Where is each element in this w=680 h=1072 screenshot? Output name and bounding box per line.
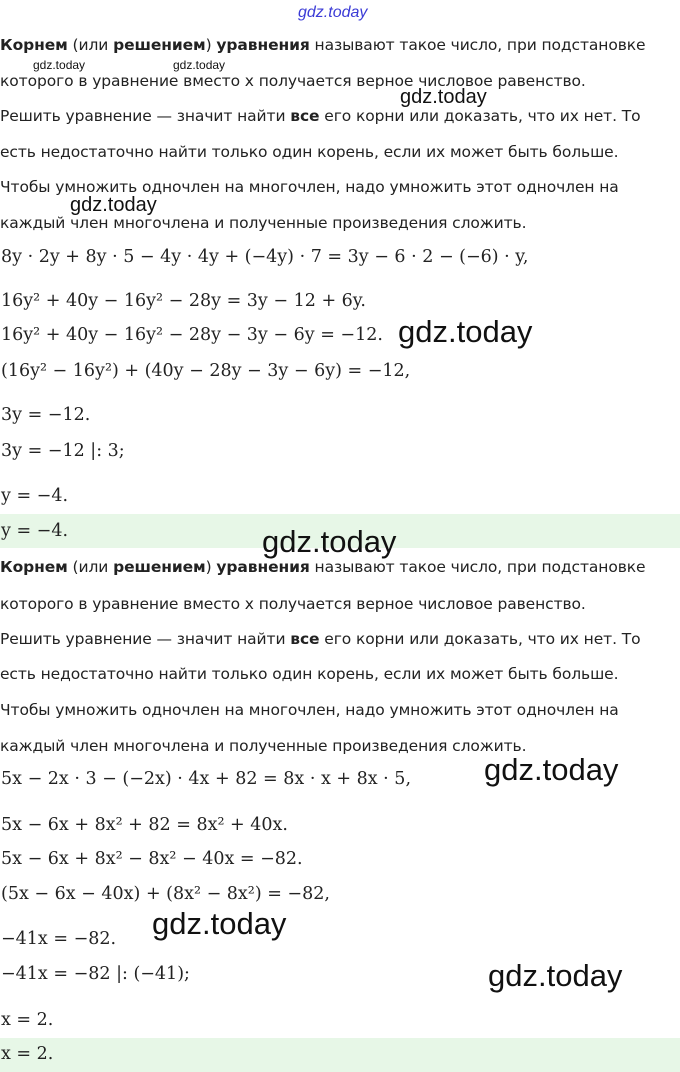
- definition-root-line1-b: [0, 558, 645, 576]
- equation-step-1: 8y · 2y + 8y · 5 − 4y · 4y + (−4y) · 7 = 3y − 6 · 2 − (−6) · y,: [1, 247, 529, 267]
- term-solution: решением: [113, 36, 206, 54]
- equation-step-6-b: −41x = −82 |: (−41);: [1, 964, 190, 984]
- answer-2: x = 2.: [1, 1044, 54, 1064]
- text-solve-pre: Решить уравнение — значит найти: [0, 107, 286, 125]
- watermark-small-2: gdz.today: [173, 58, 226, 72]
- text-solve-post-b: его корни или доказать, что их нет. То: [324, 630, 641, 648]
- text-close-paren-b: ): [205, 558, 212, 576]
- text-or-b: (или: [72, 558, 109, 576]
- solve-definition-line1-b: [0, 630, 640, 648]
- term-equation-b: уравнения: [216, 558, 310, 576]
- watermark-5: gdz.today: [398, 314, 533, 349]
- equation-step-7-b: x = 2.: [1, 1010, 54, 1030]
- watermark-4: gdz.today: [70, 194, 157, 216]
- watermark-3: gdz.today: [400, 86, 487, 108]
- multiply-rule-line2-b: каждый член многочлена и полученные произведения сложить.: [0, 737, 527, 755]
- watermark-9: gdz.today: [488, 958, 623, 993]
- text-solve-pre-b: Решить уравнение — значит найти: [0, 630, 286, 648]
- text-definition-rest: называют такое число, при подстановке: [314, 36, 646, 54]
- solve-definition-line1: [0, 107, 640, 125]
- equation-step-3-b: 5x − 6x + 8x² − 8x² − 40x = −82.: [1, 849, 303, 869]
- solve-definition-line2-b: есть недостаточно найти только один корень, если их может быть больше.: [0, 665, 619, 683]
- term-all: все: [290, 107, 320, 125]
- term-all-b: все: [290, 630, 320, 648]
- multiply-rule-line1: Чтобы умножить одночлен на многочлен, надо умножить этот одночлен на: [0, 178, 619, 196]
- equation-step-6: 3y = −12 |: 3;: [1, 441, 125, 461]
- multiply-rule-line2: каждый член многочлена и полученные произведения сложить.: [0, 214, 527, 232]
- watermark-small-1: gdz.today: [33, 58, 86, 72]
- term-solution-b: решением: [113, 558, 206, 576]
- term-equation: уравнения: [216, 36, 310, 54]
- definition-root-line2: которого в уравнение вместо x получается верное числовое равенство.: [0, 72, 586, 90]
- equation-step-5: 3y = −12.: [1, 405, 91, 425]
- equation-step-4-b: (5x − 6x − 40x) + (8x² − 8x²) = −82,: [1, 884, 330, 904]
- equation-step-5-b: −41x = −82.: [1, 929, 117, 949]
- equation-step-2: 16y² + 40y − 16y² − 28y = 3y − 12 + 6y.: [1, 291, 366, 311]
- text-close-paren: ): [205, 36, 212, 54]
- definition-root-line1: [0, 36, 645, 54]
- text-solve-post: его корни или доказать, что их нет. То: [324, 107, 641, 125]
- equation-step-4: (16y² − 16y²) + (40y − 28y − 3y − 6y) = −12,: [1, 361, 411, 381]
- solve-definition-line2: есть недостаточно найти только один корень, если их может быть больше.: [0, 143, 619, 161]
- watermark-6: gdz.today: [262, 524, 397, 559]
- term-root: Корнем: [0, 36, 68, 54]
- equation-step-2-b: 5x − 6x + 8x² + 82 = 8x² + 40x.: [1, 815, 288, 835]
- watermark-top: gdz.today: [298, 4, 368, 21]
- text-definition-rest-b: называют такое число, при подстановке: [314, 558, 646, 576]
- equation-step-3: 16y² + 40y − 16y² − 28y − 3y − 6y = −12.: [1, 325, 383, 345]
- term-root-b: Корнем: [0, 558, 68, 576]
- answer-highlight-2: [0, 1038, 680, 1072]
- equation-step-7: y = −4.: [1, 486, 69, 506]
- equation-step-1-b: 5x − 2x · 3 − (−2x) · 4x + 82 = 8x · x + 8x · 5,: [1, 769, 412, 789]
- answer-1: y = −4.: [1, 521, 69, 541]
- watermark-8: gdz.today: [152, 906, 287, 941]
- text-or: (или: [72, 36, 109, 54]
- watermark-7: gdz.today: [484, 752, 619, 787]
- multiply-rule-line1-b: Чтобы умножить одночлен на многочлен, надо умножить этот одночлен на: [0, 701, 619, 719]
- definition-root-line2-b: которого в уравнение вместо x получается верное числовое равенство.: [0, 595, 586, 613]
